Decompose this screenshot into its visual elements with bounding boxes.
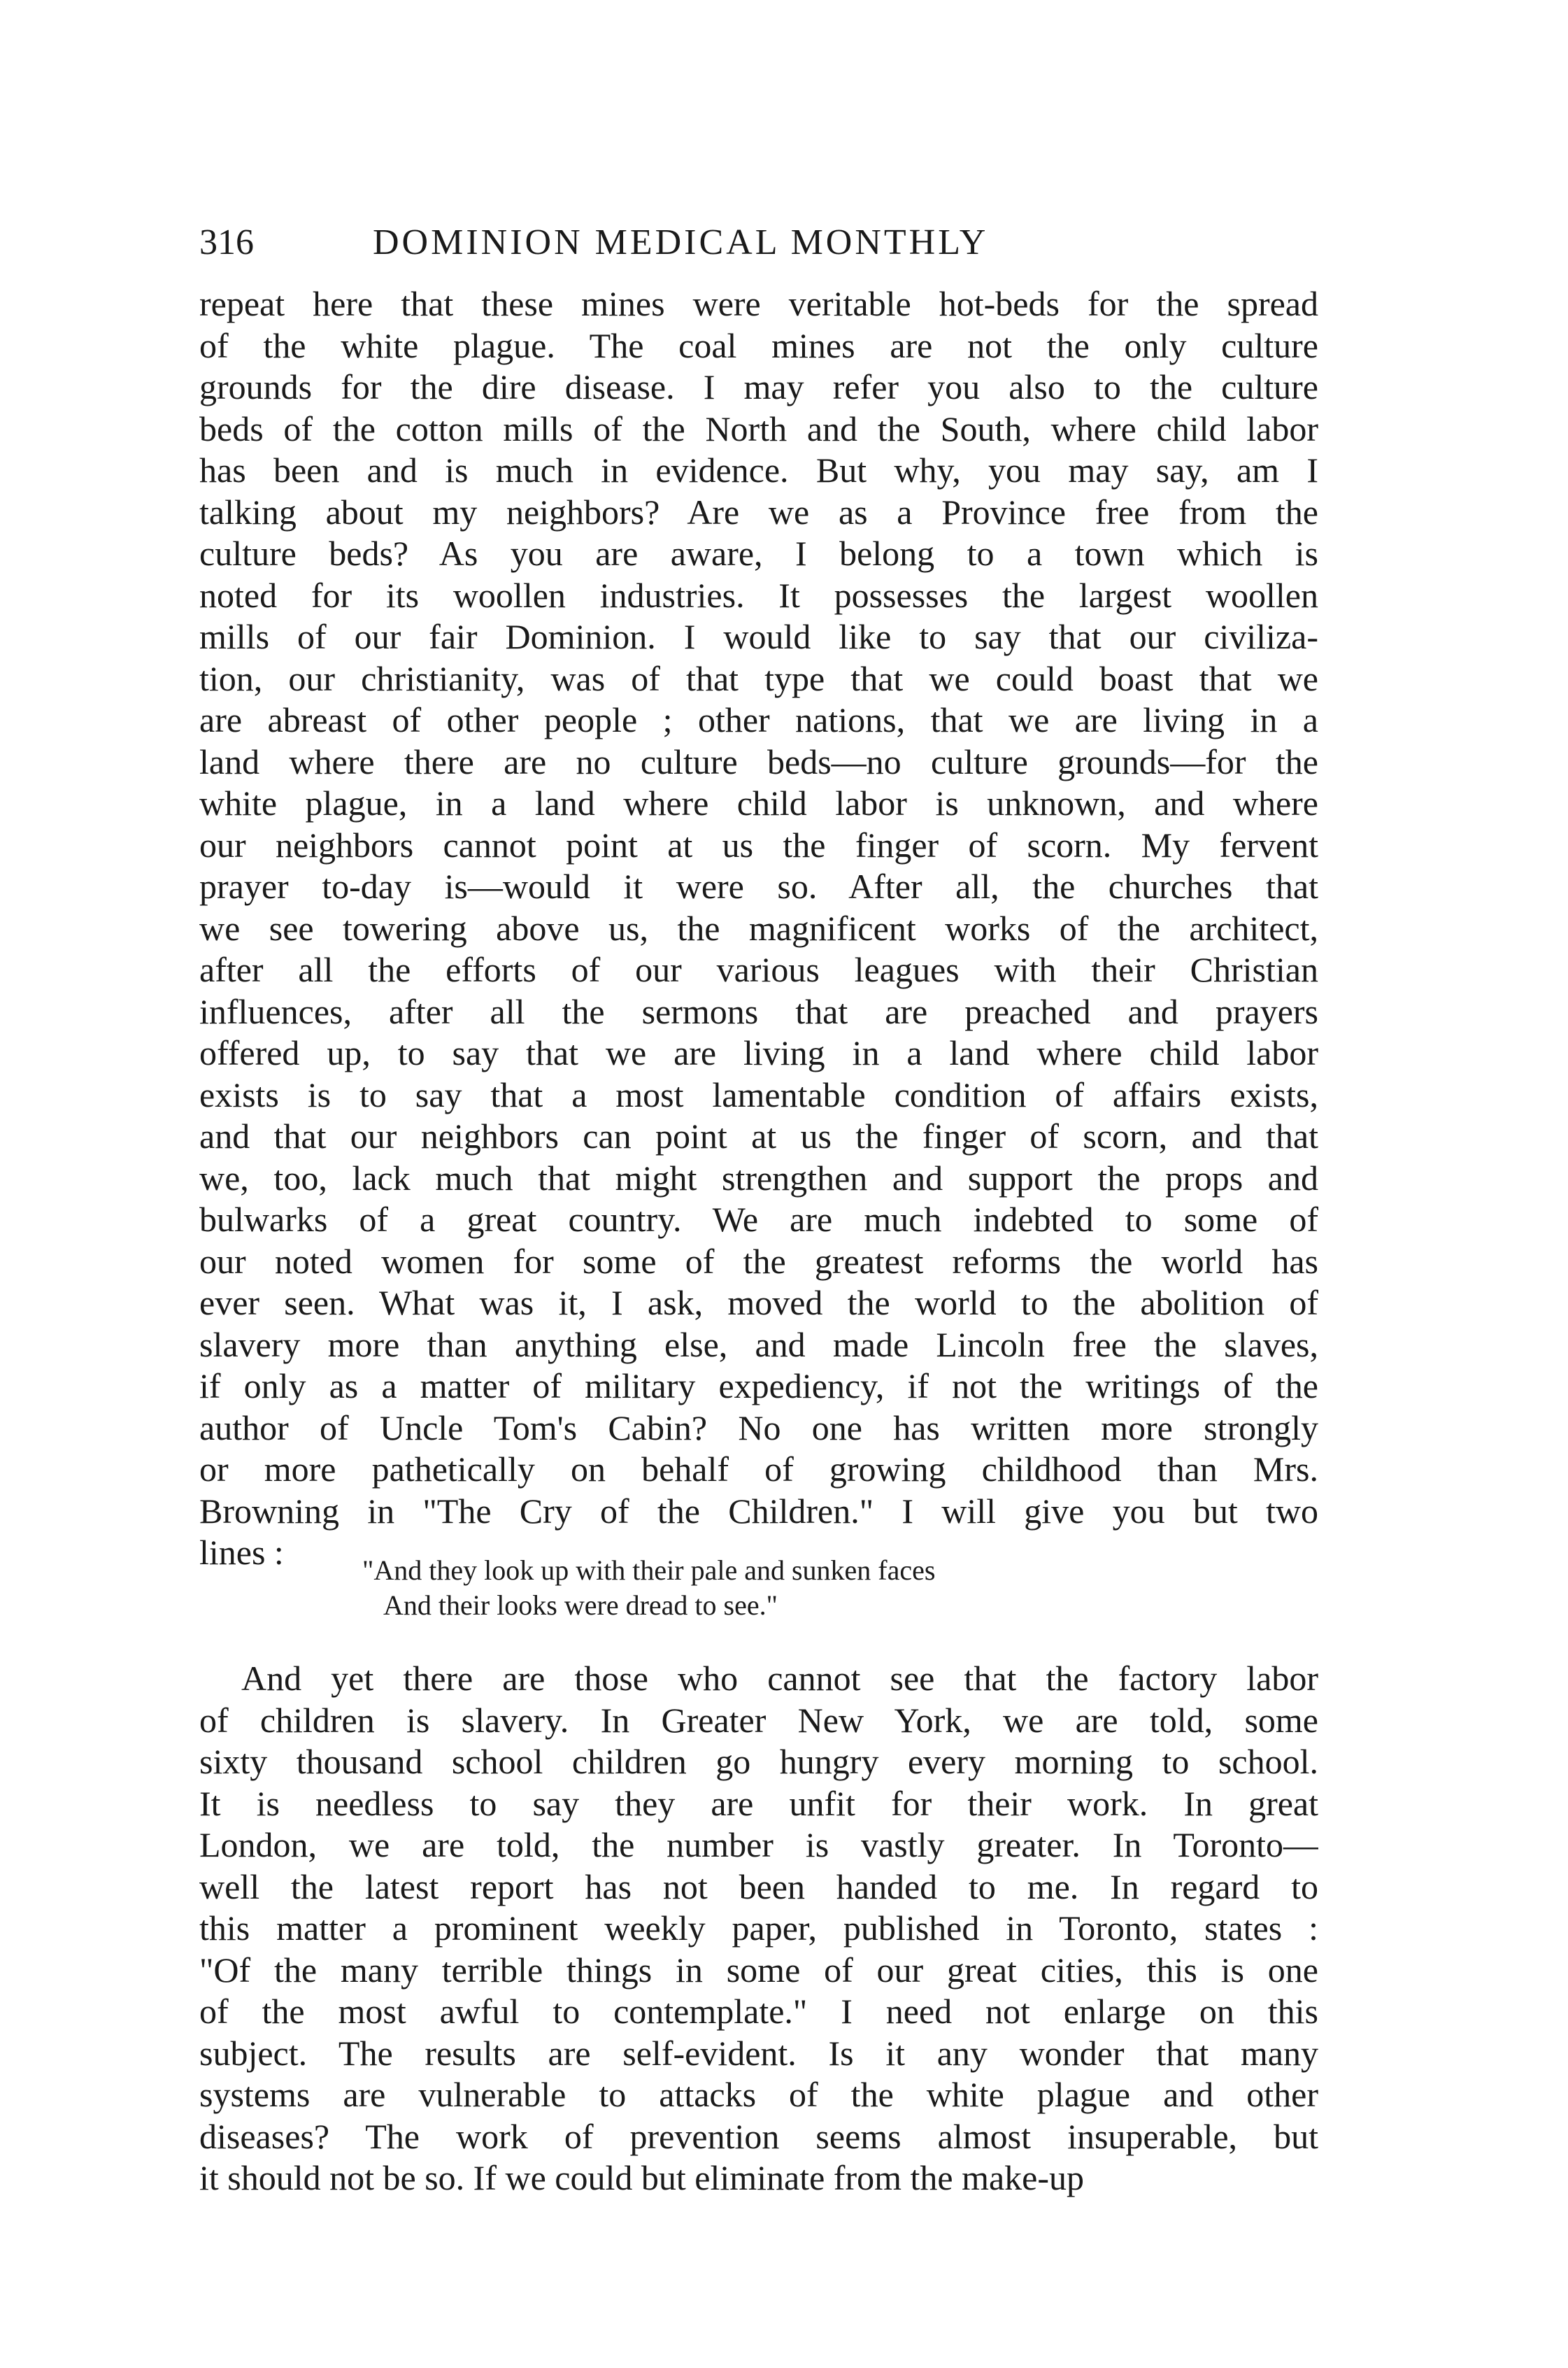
text-line: of the most awful to contemplate." I need not enlarge on this	[199, 1992, 1318, 2031]
text-line: or more pathetically on behalf of growing childhood than Mrs.	[199, 1449, 1318, 1489]
paragraph-2	[199, 1658, 1318, 2199]
text-line: bulwarks of a great country. We are much indebted to some of	[199, 1200, 1318, 1239]
page-number: 316	[199, 222, 254, 262]
text-line: sixty thousand school children go hungry every morning to school.	[199, 1742, 1318, 1781]
text-line: talking about my neighbors? Are we as a Province free from the	[199, 492, 1318, 532]
paragraph-1	[199, 283, 1318, 1574]
text-line: we see towering above us, the magnificent works of the architect,	[199, 908, 1318, 948]
text-line: exists is to say that a most lamentable condition of affairs exists,	[199, 1075, 1318, 1114]
text-line: grounds for the dire disease. I may refer you also to the culture	[199, 367, 1318, 406]
text-line: this matter a prominent weekly paper, published in Toronto, states :	[199, 1908, 1318, 1948]
text-line: And yet there are those who cannot see that the factory labor	[241, 1659, 1318, 1698]
body-paragraph-2	[199, 1658, 1318, 2199]
text-line: It is needless to say they are unfit for their work. In great	[199, 1783, 1318, 1823]
running-title: DOMINION MEDICAL MONTHLY	[373, 222, 989, 262]
text-line: has been and is much in evidence. But why, you may say, am I	[199, 451, 1318, 490]
text-line: we, too, lack much that might strengthen and support the props and	[199, 1158, 1318, 1198]
text-line: culture beds? As you are aware, I belong to a town which is	[199, 534, 1318, 573]
text-line: land where there are no culture beds—no culture grounds—for the	[199, 742, 1318, 781]
text-line: white plague, in a land where child labor is unknown, and where	[199, 784, 1318, 823]
body-paragraph-1	[199, 283, 1318, 1574]
text-line: of the white plague. The coal mines are not the only culture	[199, 325, 1318, 365]
text-line: systems are vulnerable to attacks of the white plague and other	[199, 2075, 1318, 2114]
text-line: mills of our fair Dominion. I would like to say that our civiliza-	[199, 617, 1318, 656]
text-line: and that our neighbors can point at us the finger of scorn, and that	[199, 1116, 1318, 1156]
quote-line-1: "And they look up with their pale and sunken faces	[362, 1554, 936, 1586]
text-line: are abreast of other people ; other nations, that we are living in a	[199, 700, 1318, 739]
text-line: ever seen. What was it, I ask, moved the world to the abolition of	[199, 1283, 1318, 1322]
text-line: well the latest report has not been handed to me. In regard to	[199, 1866, 1318, 1906]
text-line: slavery more than anything else, and made Lincoln free the slaves,	[199, 1324, 1318, 1364]
text-line: lines :	[199, 1533, 284, 1572]
text-line: "Of the many terrible things in some of our great cities, this is one	[199, 1950, 1318, 1990]
text-line: our neighbors cannot point at us the finger of scorn. My fervent	[199, 825, 1318, 865]
text-line: author of Uncle Tom's Cabin? No one has written more strongly	[199, 1408, 1318, 1447]
text-line: prayer to-day is—would it were so. After all, the churches that	[199, 867, 1318, 906]
text-line: noted for its woollen industries. It possesses the largest woollen	[199, 575, 1318, 615]
text-line: diseases? The work of prevention seems almost insuperable, but	[199, 2116, 1318, 2156]
text-line: Browning in "The Cry of the Children." I will give you but two	[199, 1491, 1318, 1531]
text-line: subject. The results are self-evident. Is it any wonder that many	[199, 2033, 1318, 2073]
text-line: offered up, to say that we are living in a land where child labor	[199, 1033, 1318, 1072]
text-line: tion, our christianity, was of that type that we could boast that we	[199, 658, 1318, 698]
text-line: London, we are told, the number is vastly greater. In Toronto—	[199, 1825, 1318, 1864]
text-line: beds of the cotton mills of the North and the South, where child labor	[199, 409, 1318, 448]
text-line: of children is slavery. In Greater New York, we are told, some	[199, 1700, 1318, 1740]
text-line: influences, after all the sermons that are preached and prayers	[199, 991, 1318, 1031]
page-header	[199, 218, 1388, 267]
poem-quote	[362, 1553, 1202, 1623]
text-line: our noted women for some of the greatest reforms the world has	[199, 1241, 1318, 1281]
text-line: repeat here that these mines were veritable hot-beds for the spread	[199, 284, 1318, 323]
text-line: after all the efforts of our various leagues with their Christian	[199, 950, 1318, 989]
text-line: it should not be so. If we could but eliminate from the make-up	[199, 2158, 1084, 2197]
text-line: if only as a matter of military expediency, if not the writings of the	[199, 1366, 1318, 1405]
quote-line-2: And their looks were dread to see."	[383, 1589, 778, 1621]
